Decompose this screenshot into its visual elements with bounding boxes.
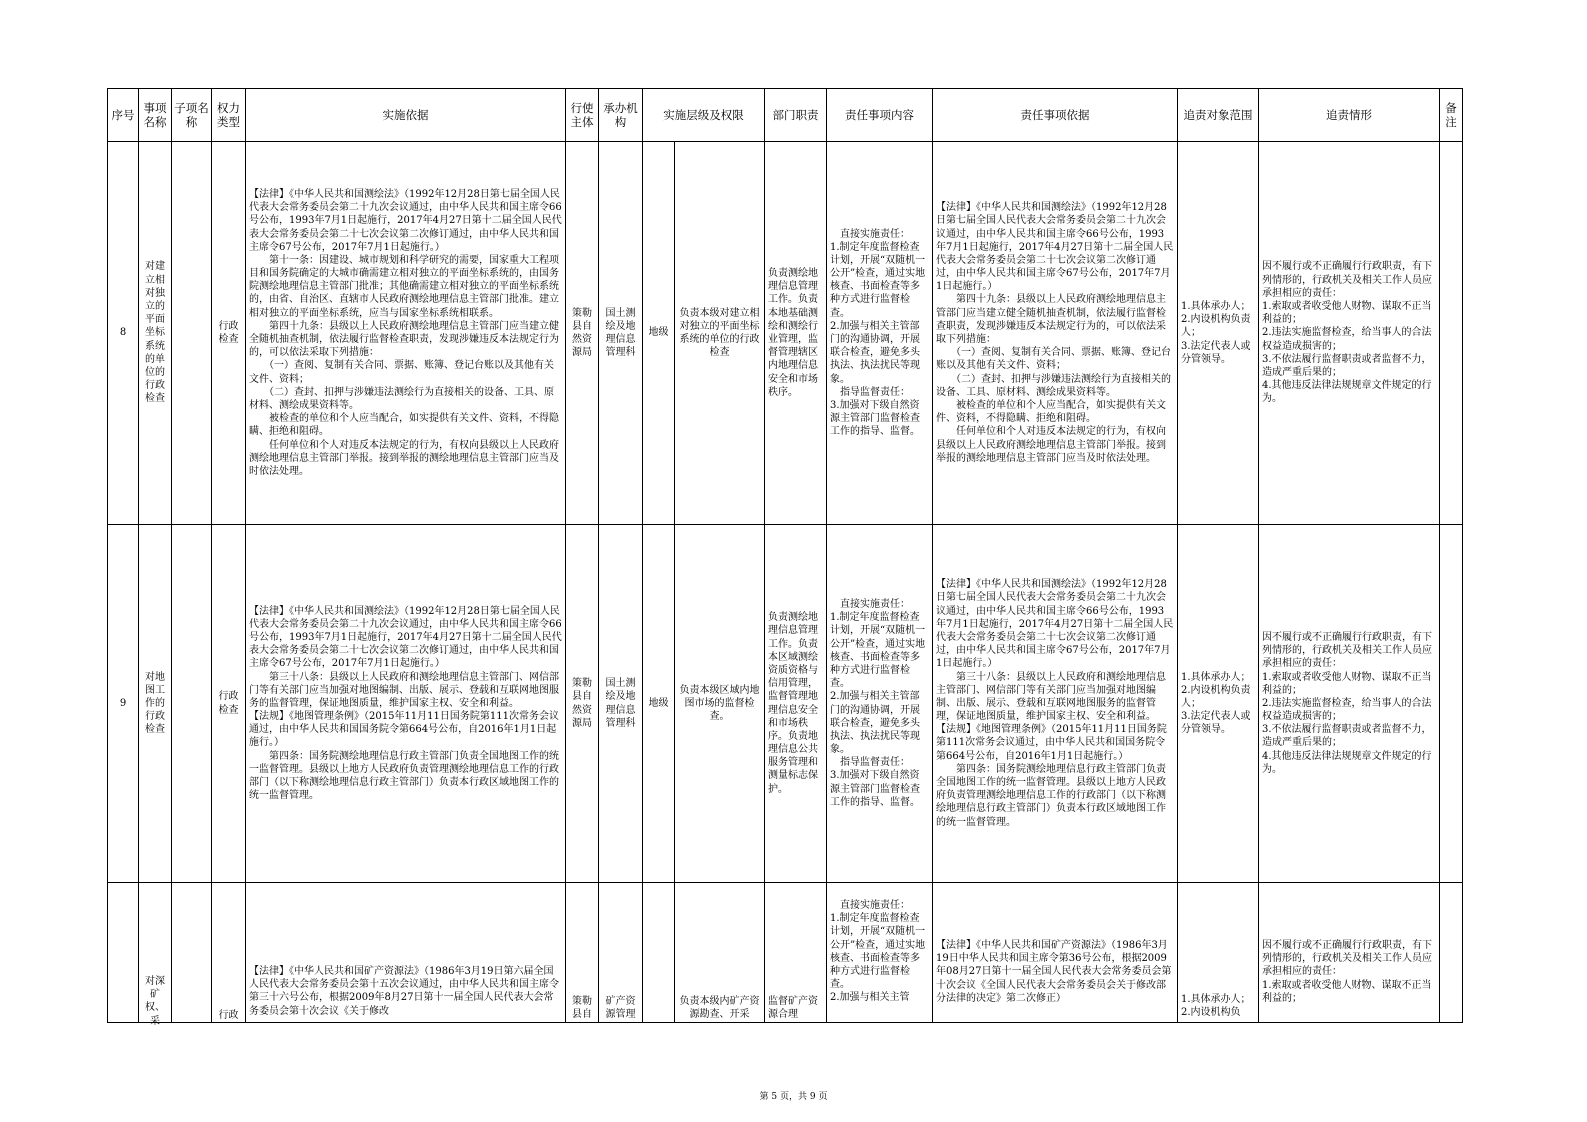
cell-basis: 【法律】《中华人民共和国矿产资源法》（1986年3月19日第六届全国人民代表大会常务委员会第十五次会议通过，由中华人民共和国主席令第三十六号公布，根据2009年8月27日第十一届全国人民代表大会常务委员会第十次会议《关于修改 — [246, 883, 566, 1023]
table-row — [108, 525, 1463, 883]
cell-sub-item-name — [172, 142, 212, 525]
cell-seq: 9 — [108, 525, 139, 883]
cell-item-name: 对建立相对独立的平面坐标系统的单位的行政检查 — [139, 142, 172, 525]
header-subject: 行使主体 — [566, 89, 599, 142]
cell-handler: 矿产资源管理 — [599, 883, 643, 1023]
header-item-name: 事项名称 — [139, 89, 172, 142]
header-remark: 备注 — [1440, 89, 1463, 142]
header-basis: 实施依据 — [246, 89, 566, 142]
cell-remark — [1440, 525, 1463, 883]
cell-resp-basis: 【法律】《中华人民共和国测绘法》（1992年12月28日第七届全国人民代表大会常务委员会第二十九次会议通过，由中华人民共和国主席令66号公布，1993年7月1日起施行，2017年4月27日第十二届全国人民代表大会常务委员会第二十七次会议第二次修订通过，由中华人民共和国主席令67号公布，2017年7月1日起施行。） 第四十九条：县级以上人民政府测绘地理信息主管部门应当建立健全随机抽查机制，依法履行监督检查职责，发现涉嫌违反本法规定行为的，可以依法采取下列措施： （一）查阅、复制有关合同、票据、账簿、登记台账以及其他有关文件、资料； （二）查封、扣押与涉嫌违法测绘行为直接相关的设备、工具、原材料、测绘成果资料等。 被检查的单位和个人应当配合，如实提供有关文件、资料，不得隐瞒、拒绝和阻碍。 任何单位和个人对违反本法规定的行为，有权向县级以上人民政府测绘地理信息主管部门举报。接到举报的测绘地理信息主管部门应当及时依法处理。 — [933, 142, 1178, 525]
cell-resp-basis: 【法律】《中华人民共和国测绘法》（1992年12月28日第七届全国人民代表大会常务委员会第二十九次会议通过，由中华人民共和国主席令66号公布，1993年7月1日起施行，2017年4月27日第十二届全国人民代表大会常务委员会第二十七次会议第二次修订通过，由中华人民共和国主席令67号公布，2017年7月1日起施行。） 第三十八条：县级以上人民政府和测绘地理信息主管部门、网信部门等有关部门应当加强对地图编制、出版、展示、登载和互联网地图服务的监督管理，保证地图质量，维护国家主权、安全和利益。 【法规】《地图管理条例》（2015年11月11日国务院第111次常务会议通过，由中华人民共和国国务院令第664号公布，自2016年1月1日起施行。） 第四条：国务院测绘地理信息行政主管部门负责全国地图工作的统一监督管理。县级以上地方人民政府负责管理测绘地理信息工作的行政部门（以下称测绘地理信息行政主管部门）负责本行政区域地图工作的统一监督管理。 — [933, 525, 1178, 883]
header-accountable-scope: 追责对象范围 — [1178, 89, 1259, 142]
cell-accountability: 因不履行或不正确履行行政职责，有下列情形的，行政机关及相关工作人员应承担相应的责任： 1.索取或者收受他人财物、谋取不正当利益的； 2.违法实施监督检查，给当事人的合法权益造成损害的； 3.不依法履行监督职责或者监督不力，造成严重后果的； 4.其他违反法律法规规章文件规定的行为。 — [1259, 525, 1440, 883]
header-row — [108, 89, 1463, 142]
cell-resp-content: 直接实施责任： 1.制定年度监督检查计划，开展“双随机一公开”检查，通过实地核查、书面检查等多种方式进行监督检查。 2.加强与相关主管 — [827, 883, 933, 1023]
cell-level-detail: 负责本级内矿产资源勘查、开采 — [675, 883, 765, 1023]
cell-power-type: 行政检查 — [212, 525, 246, 883]
cell-resp-content: 直接实施责任： 1.制定年度监督检查计划，开展“双随机一公开”检查，通过实地核查、书面检查等多种方式进行监督检查。 2.加强与相关主管部门的沟通协调，开展联合检查，避免多头执法、执法扰民等现象。 指导监督责任： 3.加强对下级自然资源主管部门监督检查工作的指导、监督。 — [827, 142, 933, 525]
cell-basis: 【法律】《中华人民共和国测绘法》（1992年12月28日第七届全国人民代表大会常务委员会第二十九次会议通过，由中华人民共和国主席令66号公布，1993年7月1日起施行，2017年4月27日第十二届全国人民代表大会常务委员会第二十七次会议第二次修订通过，由中华人民共和国主席令67号公布，2017年7月1日起施行。） 第三十八条：县级以上人民政府和测绘地理信息主管部门、网信部门等有关部门应当加强对地图编制、出版、展示、登载和互联网地图服务的监督管理，保证地图质量，维护国家主权、安全和利益。 【法规】《地图管理条例》（2015年11月11日国务院第111次常务会议通过，由中华人民共和国国务院令第664号公布，自2016年1月1日起施行。） 第四条：国务院测绘地理信息行政主管部门负责全国地图工作的统一监督管理。县级以上地方人民政府负责管理测绘地理信息工作的行政部门（以下称测绘地理信息行政主管部门）负责本行政区域地图工作的统一监督管理。 — [246, 525, 566, 883]
cell-power-type: 行政 — [212, 883, 246, 1023]
cell-level: 地级 — [643, 525, 675, 883]
table-row — [108, 883, 1463, 1023]
header-dept-duty: 部门职责 — [765, 89, 827, 142]
cell-power-type: 行政检查 — [212, 142, 246, 525]
cell-accountable-scope: 1.具体承办人； 2.内设机构负 — [1178, 883, 1259, 1023]
cell-remark — [1440, 883, 1463, 1023]
cell-item-name: 对地图工作的行政检查 — [139, 525, 172, 883]
cell-accountable-scope: 1.具体承办人； 2.内设机构负责人； 3.法定代表人或分管领导。 — [1178, 142, 1259, 525]
cell-level-detail: 负责本级对建立相对独立的平面坐标系统的单位的行政检查 — [675, 142, 765, 525]
cell-sub-item-name — [172, 525, 212, 883]
cell-accountable-scope: 1.具体承办人； 2.内设机构负责人； 3.法定代表人或分管领导。 — [1178, 525, 1259, 883]
header-sub-item-name: 子项名称 — [172, 89, 212, 142]
header-resp-basis: 责任事项依据 — [933, 89, 1178, 142]
page-footer: 第 5 页，共 9 页 — [759, 1092, 828, 1102]
cell-accountability: 因不履行或不正确履行行政职责，有下列情形的，行政机关及相关工作人员应承担相应的责任： 1.索取或者收受他人财物、谋取不正当利益的； 2.违法实施监督检查，给当事人的合法权益造成损害的； 3.不依法履行监督职责或者监督不力，造成严重后果的； 4.其他违反法律法规规章文件规定的行为。 — [1259, 142, 1440, 525]
cell-subject: 策勒县自 — [566, 883, 599, 1023]
cell-dept-duty: 负责测绘地理信息管理工作。负责本地基础测绘和测绘行业管理，监督管理辖区内地理信息安全和市场秩序。 — [765, 142, 827, 525]
header-resp-content: 责任事项内容 — [827, 89, 933, 142]
cell-subject: 策勒县自然资源局 — [566, 525, 599, 883]
cell-subject: 策勒县自然资源局 — [566, 142, 599, 525]
cell-resp-content: 直接实施责任： 1.制定年度监督检查计划，开展“双随机一公开”检查，通过实地核查、书面检查等多种方式进行监督检查。 2.加强与相关主管部门的沟通协调，开展联合检查，避免多头执法、执法扰民等现象。 指导监督责任： 3.加强对下级自然资源主管部门监督检查工作的指导、监督。 — [827, 525, 933, 883]
cell-level — [643, 883, 675, 1023]
header-accountability: 追责情形 — [1259, 89, 1440, 142]
cell-item-name: 对深矿权、采 — [139, 883, 172, 1023]
cell-seq: 8 — [108, 142, 139, 525]
cell-accountability: 因不履行或不正确履行行政职责，有下列情形的，行政机关及相关工作人员应承担相应的责任： 1.索取或者收受他人财物、谋取不正当利益的； — [1259, 883, 1440, 1023]
cell-sub-item-name — [172, 883, 212, 1023]
cell-handler: 国土测绘及地理信息管理科 — [599, 525, 643, 883]
power-list-table — [107, 88, 1463, 1027]
header-level: 实施层级及权限 — [643, 89, 765, 142]
header-power-type: 权力类型 — [212, 89, 246, 142]
cell-remark — [1440, 142, 1463, 525]
cell-handler: 国土测绘及地理信息管理科 — [599, 142, 643, 525]
header-handler: 承办机构 — [599, 89, 643, 142]
cell-basis: 【法律】《中华人民共和国测绘法》（1992年12月28日第七届全国人民代表大会常务委员会第二十九次会议通过，由中华人民共和国主席令66号公布，1993年7月1日起施行，2017年4月27日第十二届全国人民代表大会常务委员会第二十七次会议第二次修订通过，由中华人民共和国主席令67号公布，2017年7月1日起施行。） 第十一条：因建设、城市规划和科学研究的需要，国家重大工程项目和国务院确定的大城市确需建立相对独立的平面坐标系统的，由国务院测绘地理信息主管部门批准；其他确需建立相对独立的平面坐标系统的，由省、自治区、直辖市人民政府测绘地理信息主管部门批准。建立相对独立的平面坐标系统，应当与国家坐标系统相联系。 第四十九条：县级以上人民政府测绘地理信息主管部门应当建立健全随机抽查机制，依法履行监督检查职责，发现涉嫌违反本法规定行为的，可以依法采取下列措施： （一）查阅、复制有关合同、票据、账簿、登记台账以及其他有关文件、资料； （二）查封、扣押与涉嫌违法测绘行为直接相关的设备、工具、原材料、测绘成果资料等。 被检查的单位和个人应当配合，如实提供有关文件、资料，不得隐瞒、拒绝和阻碍。 任何单位和个人对违反本法规定的行为，有权向县级以上人民政府测绘地理信息主管部门举报。接到举报的测绘地理信息主管部门应当及时依法处理。 — [246, 142, 566, 525]
header-seq: 序号 — [108, 89, 139, 142]
cell-seq — [108, 883, 139, 1023]
table-row — [108, 142, 1463, 525]
cell-dept-duty: 监督矿产资源合理 — [765, 883, 827, 1023]
cell-level-detail: 负责本级区域内地图市场的监督检查。 — [675, 525, 765, 883]
cell-resp-basis: 【法律】《中华人民共和国矿产资源法》（1986年3月19日中华人民共和国主席令第36号公布，根据2009年08月27日第十一届全国人民代表大会常务委员会第十次会议《全国人民代表大会常务委员会关于修改部分法律的决定》第二次修正） — [933, 883, 1178, 1023]
cell-level: 地级 — [643, 142, 675, 525]
cell-dept-duty: 负责测绘地理信息管理工作。负责本区域测绘资质资格与信用管理，监督管理地理信息安全和市场秩序。负责地理信息公共服务管理和测量标志保护。 — [765, 525, 827, 883]
